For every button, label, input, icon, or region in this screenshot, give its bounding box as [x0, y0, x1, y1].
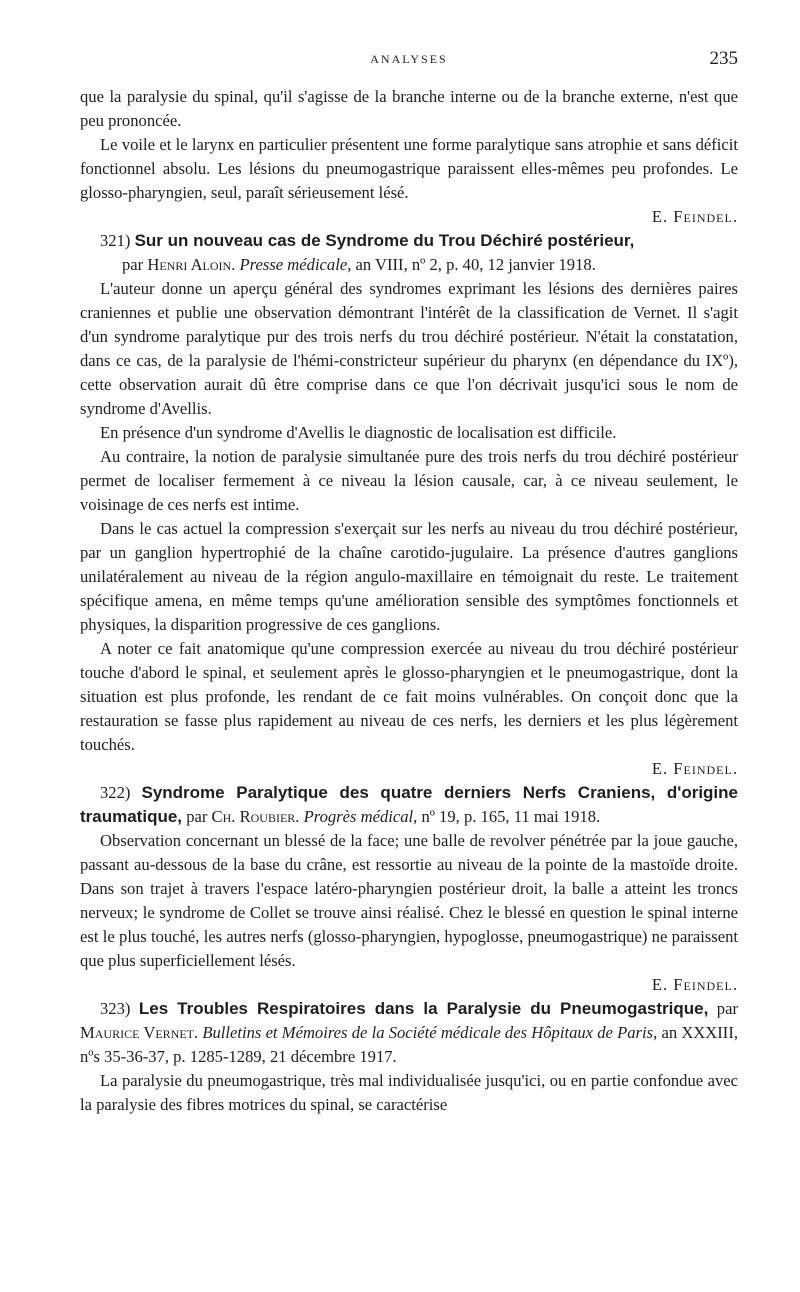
page-body — [80, 85, 738, 1117]
entry-paragraph: En présence d'un syndrome d'Avellis le diagnostic de localisation est difficile. — [100, 423, 617, 442]
entry-heading — [80, 781, 738, 829]
entry-signature: E. Feindel. — [651, 975, 738, 994]
entry-source: Presse médicale, — [239, 255, 352, 274]
entry-323 — [80, 997, 738, 1117]
entry-author: Maurice Vernet. — [80, 1023, 199, 1042]
entry-author: Henri Aloin. — [147, 255, 236, 274]
entry-number: 323) — [100, 999, 131, 1018]
entry-signature: E. Feindel. — [651, 759, 738, 778]
entry-author: Ch. Roubier. — [211, 807, 300, 826]
entry-321 — [80, 229, 738, 781]
entry-paragraph: L'auteur donne un aperçu général des syndromes exprimant les lésions des dernières paires craniennes et publie une observation démontrant l'intérêt de la classification de Vernet. Il s'agit d'un syndrome paralytique pur des trois nerfs du trou déchiré postérieur. N'était la constatation, dans ce cas, de la paralysie de l'hémi-constricteur supérieur du pharynx (en dépendance du IXº), cette observation aurait dû être comprise dans ce que l'on décrivait jusqu'ici sous le nom de syndrome d'Avellis. — [80, 279, 738, 418]
entry-ref: nº 19, p. 165, 11 mai 1918. — [421, 807, 601, 826]
entry-322 — [80, 781, 738, 997]
entry-paragraph: Au contraire, la notion de paralysie simultanée pure des trois nerfs du trou déchiré postérieur permet de localiser fermement à ce niveau la lésion causale, car, à ce niveau seulement, le voisinage de ces nerfs est intime. — [80, 447, 738, 514]
entry-number: 322) — [100, 783, 131, 802]
entry-paragraph: La paralysie du pneumogastrique, très mal individualisée jusqu'ici, ou en partie confondue avec la paralysie des fibres motrices du spinal, se caractérise — [80, 1071, 738, 1114]
entry-number: 321) — [100, 231, 131, 250]
entry-ref: an VIII, nº 2, p. 40, 12 janvier 1918. — [355, 255, 596, 274]
intro-paragraph-1: que la paralysie du spinal, qu'il s'agisse de la branche interne ou de la branche externe, n'est que peu prononcée. — [80, 87, 738, 130]
entry-citation — [80, 253, 738, 277]
entry-paragraph: A noter ce fait anatomique qu'une compression exercée au niveau du trou déchiré postérieur touche d'abord le spinal, et seulement après le glosso-pharyngien et le pneumogastrique, dont la situation est plus profonde, les rendant de ce fait moins vulnérables. On conçoit donc que la restauration se fasse plus rapidement au niveau de ces nerfs, les derniers et les plus légèrement touchés. — [80, 639, 738, 754]
entry-paragraph: Observation concernant un blessé de la face; une balle de revolver pénétrée par la joue gauche, passant au-dessous de la base du crâne, est ressortie au niveau de la pointe de la mastoïde droite. Dans son trajet à travers l'espace latéro-pharyngien postérieur droit, la balle a atteint les troncs nerveux; le syndrome de Collet se trouve ainsi réalisé. Chez le blessé en question le spinal interne est le plus touché, les autres nerfs (glosso-pharyngien, hypoglosse, pneumogastrique) ne paraissent que plus superficiellement lésés. — [80, 831, 738, 970]
intro-signature: E. Feindel. — [651, 207, 738, 226]
entry-source: Bulletins et Mémoires de la Société médicale des Hôpitaux de Paris, — [202, 1023, 658, 1042]
entry-paragraph: Dans le cas actuel la compression s'exerçait sur les nerfs au niveau du trou déchiré postérieur, par un ganglion hypertrophié de la chaîne carotido-jugulaire. La présence d'autres ganglions unilatéralement au niveau de la région angulo-maxillaire en témoignait du reste. Le traitement spécifique amena, en même temps qu'une amélioration sensible des symptômes fonctionnels et physiques, la disparition progressive de ces ganglions. — [80, 519, 738, 634]
author-prefix: par — [122, 255, 144, 274]
entry-heading — [80, 997, 738, 1069]
page-number: 235 — [709, 48, 738, 69]
entry-ref: an XXXIII, nºs 35-36-37, p. 1285-1289, 21 décembre 1917. — [80, 1023, 739, 1066]
entry-source: Progrès médical, — [303, 807, 418, 826]
entry-title: Les Troubles Respiratoires dans la Paralysie du Pneumogastrique, — [138, 999, 709, 1018]
running-title: ANALYSES — [370, 52, 448, 66]
author-prefix: par — [186, 807, 208, 826]
entry-title: Syndrome Paralytique des quatre derniers Nerfs Craniens, d'origine traumatique, — [80, 783, 738, 826]
entry-heading — [80, 229, 738, 277]
page-header — [80, 48, 738, 72]
entry-title: Sur un nouveau cas de Syndrome du Trou Déchiré postérieur, — [134, 231, 635, 250]
intro-paragraph-2: Le voile et le larynx en particulier présentent une forme paralytique sans atrophie et sans déficit fonctionnel absolu. Les lésions du pneumogastrique paraissent elles-mêmes peu profondes. Le glosso-pharyngien, seul, paraît sérieusement lésé. — [80, 135, 738, 202]
author-prefix: par — [716, 999, 738, 1018]
